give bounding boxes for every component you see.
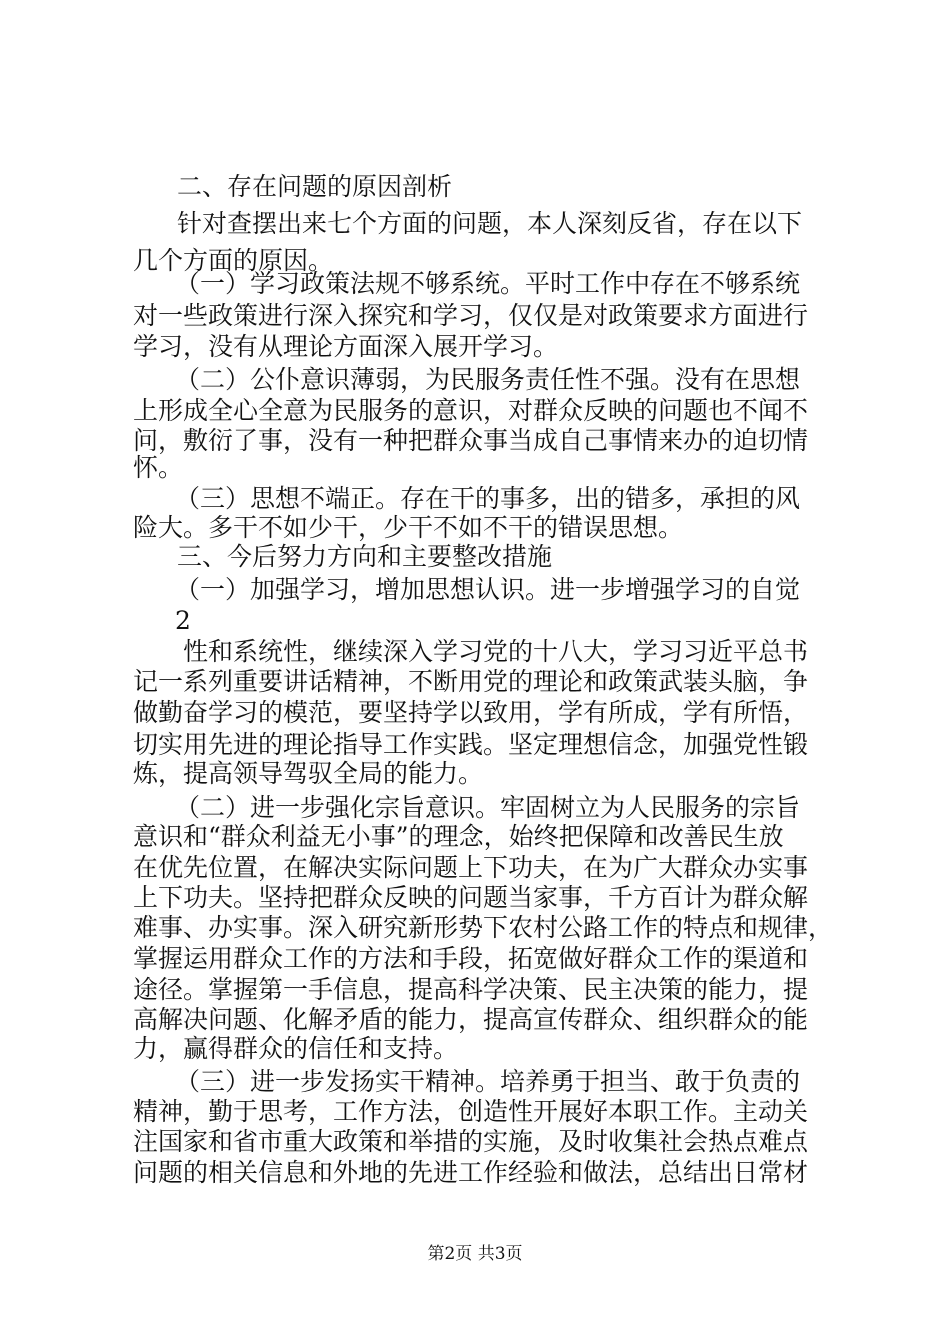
paragraph-line: （二）公仆意识薄弱，为民服务责任性不强。没有在思想 bbox=[175, 365, 801, 394]
paragraph-line: 在优先位置，在解决实际问题上下功夫，在为广大群众办实事 bbox=[133, 853, 809, 882]
paragraph-line: 怀。 bbox=[133, 453, 184, 482]
paragraph-line: 上下功夫。坚持把群众反映的问题当家事，千方百计为群众解 bbox=[133, 883, 809, 912]
paragraph-line: 记一系列重要讲话精神，不断用党的理论和政策武装头脑，争 bbox=[133, 667, 809, 696]
page-footer: 第2页 共3页 bbox=[427, 1244, 523, 1264]
paragraph-line: （三）进一步发扬实干精神。培养勇于担当、敢于负责的 bbox=[175, 1067, 801, 1096]
paragraph-line: （一）学习政策法规不够系统。平时工作中存在不够系统 bbox=[175, 269, 801, 298]
paragraph-line: 针对查摆出来七个方面的问题，本人深刻反省，存在以下 bbox=[177, 209, 803, 238]
paragraph-line: 问，敷衍了事，没有一种把群众事当成自己事情来办的迫切情 bbox=[133, 426, 809, 455]
paragraph-line: 意识和“群众利益无小事”的理念，始终把保障和改善民生放 bbox=[133, 822, 784, 851]
paragraph-line: 力，赢得群众的信任和支持。 bbox=[133, 1034, 459, 1063]
paragraph-line: 炼，提高领导驾驭全局的能力。 bbox=[133, 759, 484, 788]
paragraph-line: 注国家和省市重大政策和举措的实施，及时收集社会热点难点 bbox=[133, 1127, 809, 1156]
paragraph-line: 高解决问题、化解矛盾的能力，提高宣传群众、组织群众的能 bbox=[133, 1005, 809, 1034]
paragraph-line: 险大。多干不如少干，少干不如不干的错误思想。 bbox=[133, 513, 684, 542]
page-number-marker: 2 bbox=[175, 606, 191, 635]
paragraph-line: （一）加强学习，增加思想认识。进一步增强学习的自觉 bbox=[175, 575, 801, 604]
section-heading: 三、今后努力方向和主要整改措施 bbox=[177, 542, 553, 571]
paragraph-line: 学习，没有从理论方面深入展开学习。 bbox=[133, 332, 559, 361]
section-heading: 二、存在问题的原因剖析 bbox=[177, 172, 453, 201]
paragraph-line: 掌握运用群众工作的方法和手段，拓宽做好群众工作的渠道和 bbox=[133, 944, 809, 973]
paragraph-line: 几个方面的原因。 bbox=[133, 246, 334, 275]
paragraph-line: （二）进一步强化宗旨意识。牢固树立为人民服务的宗旨 bbox=[175, 793, 801, 822]
paragraph-line: 做勤奋学习的模范，要坚持学以致用，学有所成，学有所悟， bbox=[133, 698, 809, 727]
paragraph-line: 切实用先进的理论指导工作实践。坚定理想信念，加强党性锻 bbox=[133, 730, 809, 759]
paragraph-line: 上形成全心全意为民服务的意识，对群众反映的问题也不闻不 bbox=[133, 396, 809, 425]
paragraph-line: 精神，勤于思考，工作方法，创造性开展好本职工作。主动关 bbox=[133, 1097, 809, 1126]
paragraph-line: 难事、办实事。深入研究新形势下农村公路工作的特点和规律， bbox=[133, 913, 834, 942]
paragraph-line: 途径。掌握第一手信息，提高科学决策、民主决策的能力，提 bbox=[133, 975, 809, 1004]
paragraph-line: （三）思想不端正。存在干的事多，出的错多，承担的风 bbox=[175, 484, 801, 513]
paragraph-line: 对一些政策进行深入探究和学习，仅仅是对政策要求方面进行 bbox=[133, 301, 809, 330]
paragraph-line: 性和系统性，继续深入学习党的十八大，学习习近平总书 bbox=[183, 637, 809, 666]
paragraph-line: 问题的相关信息和外地的先进工作经验和做法，总结出日常材 bbox=[133, 1158, 809, 1187]
